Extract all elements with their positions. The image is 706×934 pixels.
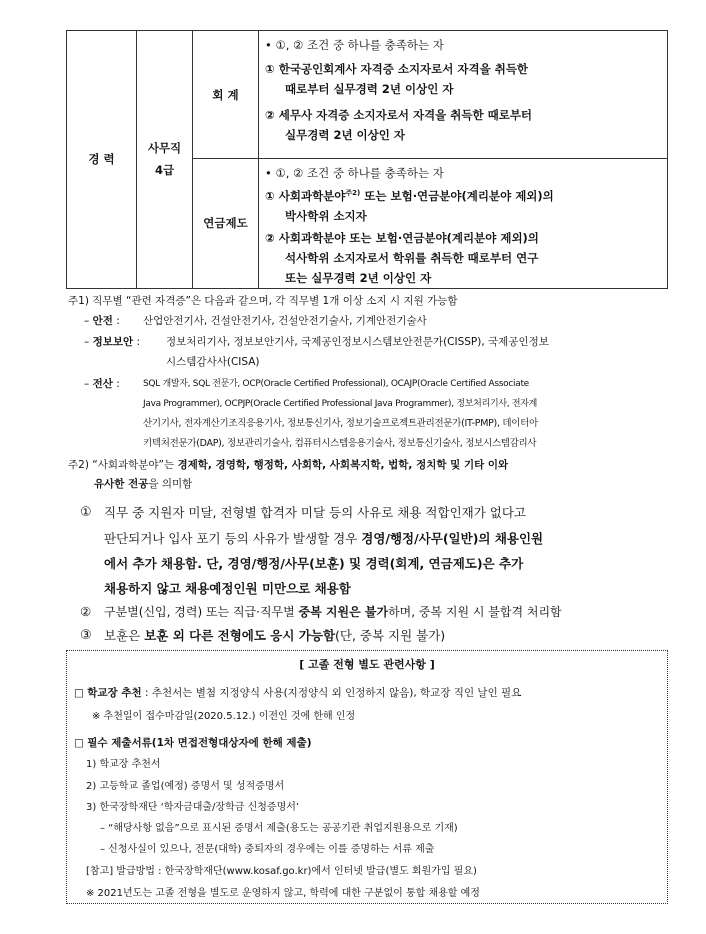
footnote-mark: 주2) xyxy=(345,189,361,197)
policy-2-text xyxy=(104,603,562,621)
box-section-1-note: ※ 추천일이 접수마감일(2020.5.12.) 이전인 것에 한해 인정 xyxy=(92,711,356,722)
item-text: 시스템감사사(CISA) xyxy=(166,356,260,368)
job-grade-line-2: 4급 xyxy=(154,163,175,178)
doc-sub-item: – 신청사실이 있으나, 전문(대학) 중퇴자의 경우에는 이를 증명하는 서류 제출 xyxy=(100,844,435,855)
issuance-reference: [참고] 발급방법 : 한국장학재단(www.kosaf.go.kr)에서 인터넷 발급(별도 회원가입 필요) xyxy=(86,866,477,877)
policy-1-line-1: 직무 중 지원자 미달, 전형별 합격자 미달 등의 사유로 채용 적합인재가 없다고 xyxy=(104,505,527,520)
field-label-accounting: 회 계 xyxy=(212,87,239,102)
condition-line: ② 사회과학분야 또는 보험·연금분야(계리분야 제외)의 xyxy=(265,230,539,245)
condition-line: • ①, ② 조건 중 하나를 충족하는 자 xyxy=(265,166,444,180)
qualification-table xyxy=(66,30,668,289)
condition-line: 때로부터 실무경력 2년 이상인 자 xyxy=(285,82,454,96)
policy-3-text xyxy=(104,627,445,645)
item-text: SQL 개발자, SQL 전문가, OCP(Oracle Certified Professional), OCAJP(Oracle Certified Associate xyxy=(143,379,529,389)
note-item-security xyxy=(84,335,140,349)
field-label-pension: 연금제도 xyxy=(203,216,248,231)
job-grade-cell xyxy=(137,31,193,289)
dash: – xyxy=(84,315,90,327)
dash: – xyxy=(84,336,90,348)
policy-3-number: ③ xyxy=(80,628,92,643)
policy-emphasis: 경영/행정/사무(일반)의 채용인원 xyxy=(361,531,544,546)
category-label: 경 력 xyxy=(88,152,115,167)
condition-line: 실무경력 2년 이상인 자 xyxy=(285,128,405,142)
item-colon: : xyxy=(112,315,120,327)
note-1-intro: 주1) 직무별 “관련 자격증”은 다음과 같으며, 각 직무별 1개 이상 소지 시 지원 가능함 xyxy=(68,295,458,307)
policy-text: 보훈은 xyxy=(104,628,145,643)
condition-line: • ①, ② 조건 중 하나를 충족하는 자 xyxy=(265,38,444,52)
section-label: 학교장 추천 xyxy=(87,687,142,699)
note-2-cont xyxy=(94,477,192,491)
box-section-2 xyxy=(74,736,312,750)
item-text: 산업안전기사, 건설안전기사, 건설안전기술사, 기계안전기술사 xyxy=(143,315,427,327)
doc-sub-item: – “해당사항 없음”으로 표시된 증명서 제출(용도는 공공기관 취업지원용으로 기재) xyxy=(100,823,458,834)
doc-item: 1) 학교장 추천서 xyxy=(86,759,161,770)
doc-item: 3) 한국장학재단 ‘학자금대출/장학금 신청증명서’ xyxy=(86,802,300,813)
policy-1-number: ① xyxy=(80,505,92,520)
item-text: 정보처리기사, 정보보안기사, 국제공인정보시스템보안전문가(CISSP), 국제공인정보 xyxy=(166,336,549,348)
condition-text: 또는 보험·연금분야(계리분야 제외)의 xyxy=(360,188,554,203)
section-label: 필수 제출서류(1차 면접전형대상자에 한해 제출) xyxy=(87,737,312,749)
conditions-cell-accounting xyxy=(259,31,668,159)
item-text: 산기기사, 전자계산기조직응용기사, 정보통신기사, 정보기술프로젝트관리전문가(IT-PMP), 데이터아 xyxy=(143,418,538,429)
checkbox-icon: □ xyxy=(74,737,84,749)
doc-item: 2) 고등학교 졸업(예정) 증명서 및 성적증명서 xyxy=(86,781,285,792)
item-label: 정보보안 xyxy=(92,336,134,348)
policy-1-line-2 xyxy=(104,530,543,548)
policy-text: (단, 중복 지원 불가) xyxy=(335,628,446,643)
checkbox-icon: □ xyxy=(74,687,84,699)
policy-text: 하며, 중복 지원 시 불합격 처리함 xyxy=(388,605,562,619)
condition-text: ① 사회과학분야 xyxy=(265,188,346,203)
policy-text: 구분별(신입, 경력) 또는 직급·직무별 xyxy=(104,605,299,619)
note-item-safety xyxy=(84,314,120,328)
condition-line: 석사학위 소지자로서 학위를 취득한 때로부터 연구 xyxy=(285,250,539,265)
policy-1-line-3: 에서 추가 채용함. 단, 경영/행정/사무(보훈) 및 경력(회계, 연금제도)은 추가 xyxy=(104,556,524,571)
box-section-1 xyxy=(74,686,521,700)
dash: – xyxy=(84,378,90,390)
policy-1-line-4: 채용하지 않고 채용예정인원 미만으로 채용함 xyxy=(104,581,351,596)
policy-text: 판단되거나 입사 포기 등의 사유가 발생할 경우 xyxy=(104,531,362,546)
note-item-it xyxy=(84,377,120,391)
condition-line: 박사학위 소지자 xyxy=(285,208,367,223)
job-grade-line-1: 사무직 xyxy=(147,141,182,156)
condition-line: ① 한국공인회계사 자격증 소지자로서 자격을 취득한 xyxy=(265,62,529,76)
policy-emphasis: 보훈 외 다른 전형에도 응시 가능함 xyxy=(144,628,336,643)
final-note: ※ 2021년도는 고졸 전형을 별도로 운영하지 않고, 학력에 대한 구분없이 통합 채용할 예정 xyxy=(86,888,480,899)
field-cell-accounting xyxy=(193,31,259,159)
item-colon: : xyxy=(112,378,120,390)
item-colon: : xyxy=(133,336,141,348)
item-text: 키텍처전문가(DAP), 정보관리기술사, 컴퓨터시스템응용기술사, 정보통신기술사, 정보시스템감리사 xyxy=(143,438,537,449)
field-cell-pension xyxy=(193,159,259,289)
condition-line: ② 세무사 자격증 소지자로서 자격을 취득한 때로부터 xyxy=(265,108,533,122)
note-2-prefix: 주2) “사회과학분야”는 xyxy=(68,459,178,471)
note-2-fields: 경제학, 경영학, 행정학, 사회학, 사회복지학, 법학, 정치학 및 기타 이와 xyxy=(177,459,509,471)
item-label: 안전 xyxy=(92,315,113,327)
item-label: 전산 xyxy=(92,378,113,390)
condition-line-with-footnote xyxy=(265,183,661,206)
condition-line: 또는 실무경력 2년 이상인 자 xyxy=(285,270,432,285)
category-cell xyxy=(67,31,137,289)
conditions-cell-pension xyxy=(259,159,668,289)
item-text: Java Programmer), OCPJP(Oracle Certified Professional Java Programmer), 정보처리기사, 전자계 xyxy=(143,399,538,409)
note-2-suffix: 을 의미함 xyxy=(148,478,193,490)
section-text: : 추천서는 별첨 지정양식 사용(지정양식 외 인정하지 않음), 학교장 직인 날인 필요 xyxy=(141,687,522,699)
box-title: [ 고졸 전형 별도 관련사항 ] xyxy=(299,658,435,671)
note-2 xyxy=(68,458,508,472)
note-2-fields-end: 유사한 전공 xyxy=(94,478,149,490)
policy-2-number: ② xyxy=(80,604,92,619)
policy-emphasis: 중복 지원은 불가 xyxy=(298,605,389,619)
